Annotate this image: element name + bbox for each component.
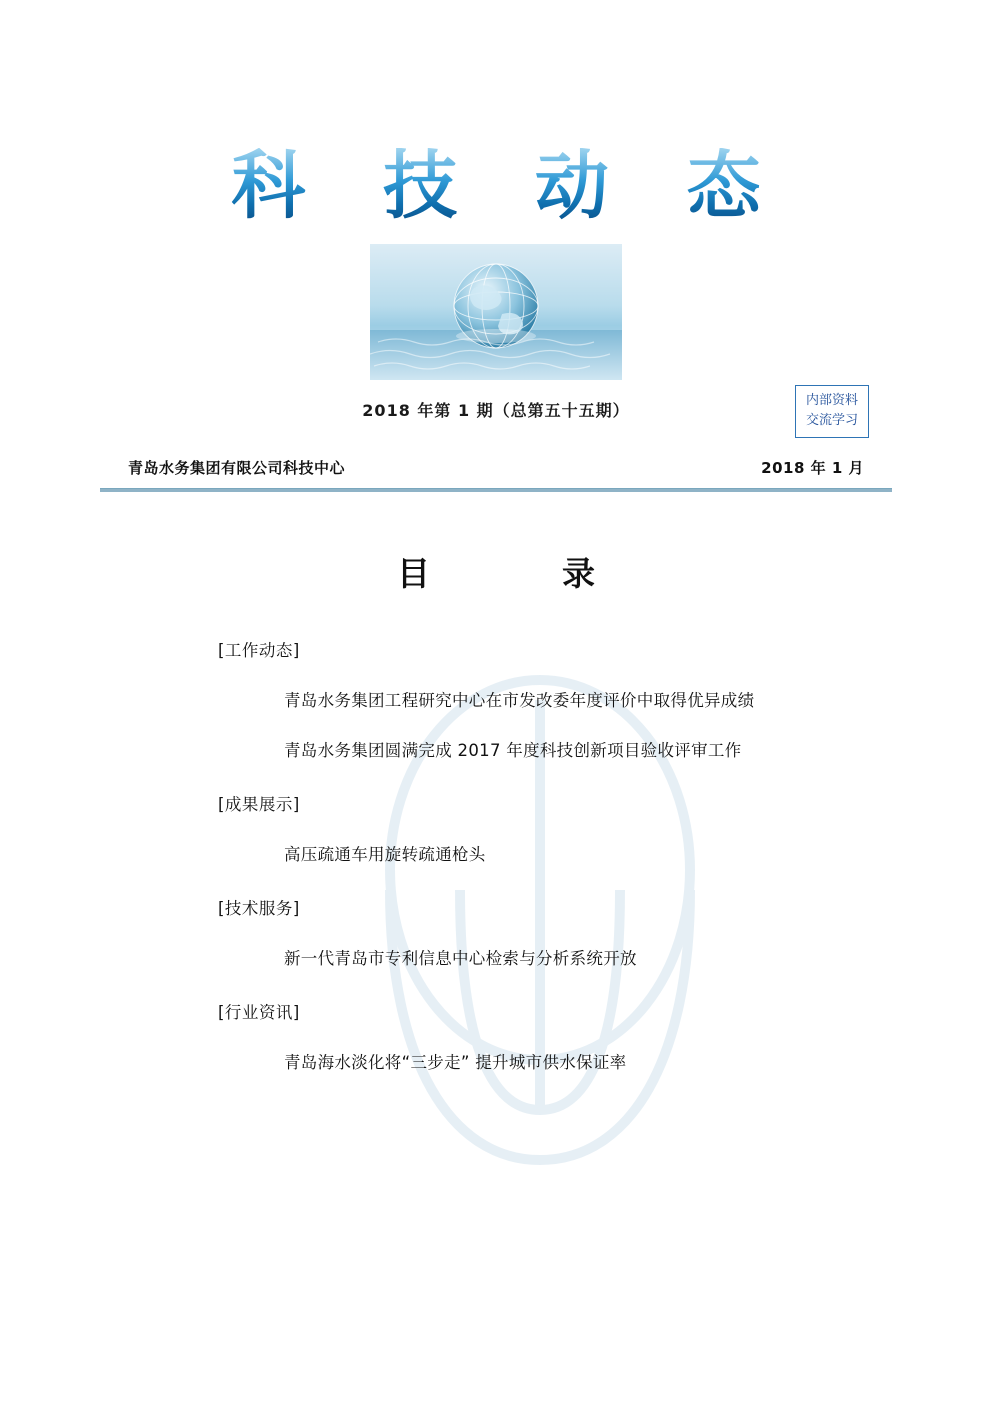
issue-number: 2018 年第 1 期（总第五十五期） (362, 400, 630, 420)
publisher-row (0, 457, 992, 478)
publisher-name: 青岛水务集团有限公司科技中心 (128, 458, 346, 477)
toc-section-label: [成果展示] (218, 794, 300, 814)
internal-material-box (795, 385, 869, 438)
toc-section-label: [技术服务] (218, 898, 300, 918)
publication-date: 2018 年 1 月 (761, 458, 864, 477)
publication-title: 科 技 动 态 (205, 148, 786, 226)
toc-entry[interactable]: 新一代青岛市专利信息中心检索与分析系统开放 (284, 948, 637, 968)
toc-entry[interactable]: 青岛水务集团圆满完成 2017 年度科技创新项目验收评审工作 (284, 740, 742, 760)
toc-section-label: [行业资讯] (218, 1002, 300, 1022)
globe-water-image (370, 244, 622, 380)
toc-list (0, 637, 992, 1073)
toc-section-label: [工作动态] (218, 640, 300, 660)
toc-heading: 目 录 (397, 553, 617, 593)
toc-entry[interactable]: 青岛海水淡化将“三步走” 提升城市供水保证率 (284, 1052, 627, 1072)
toc-entry[interactable]: 青岛水务集团工程研究中心在市发改委年度评价中取得优异成绩 (284, 690, 755, 710)
header-divider (100, 488, 892, 492)
masthead (0, 0, 992, 421)
toc-entry[interactable]: 高压疏通车用旋转疏通枪头 (284, 844, 486, 864)
internal-material-line1: 内部资料 (805, 393, 858, 408)
internal-material-line2: 交流学习 (805, 413, 858, 429)
